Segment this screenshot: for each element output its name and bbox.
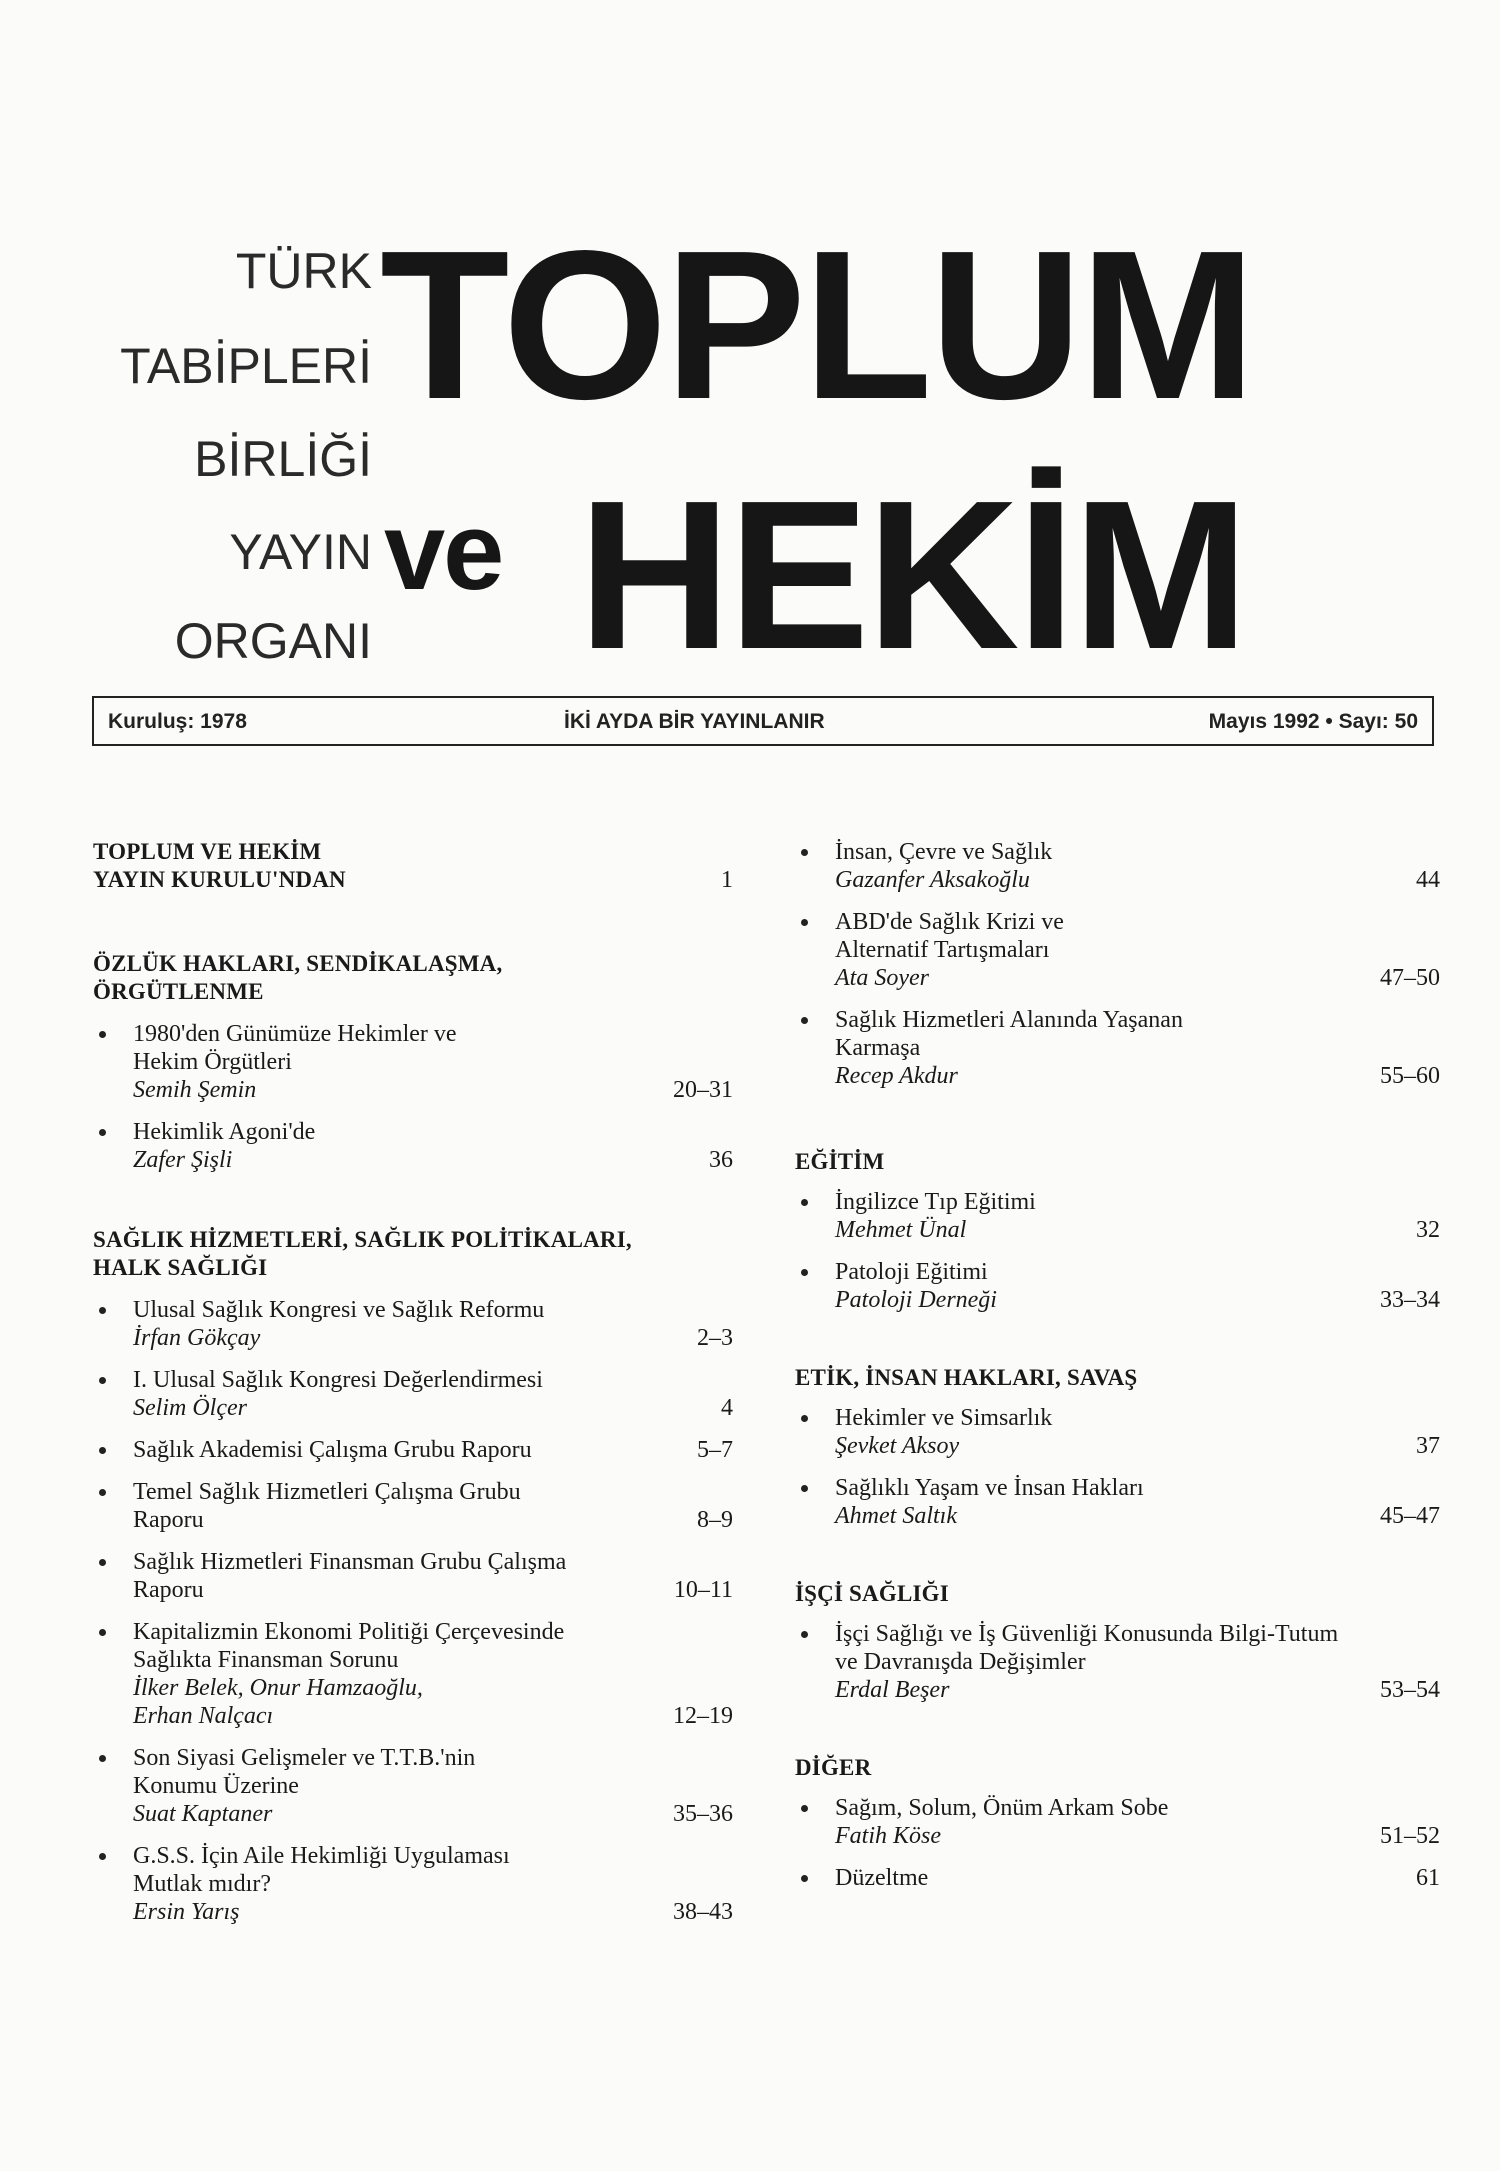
article-title: Raporu xyxy=(133,1507,204,1533)
section-heading: DİĞER xyxy=(795,1755,872,1780)
section-egitim xyxy=(795,1148,1440,1314)
article-author: Ersin Yarış xyxy=(133,1899,240,1925)
list-item xyxy=(93,1744,733,1828)
list-item xyxy=(93,1436,733,1464)
org-line-yayin: YAYIN xyxy=(229,524,372,580)
list-item xyxy=(93,1118,733,1174)
article-title: Ulusal Sağlık Kongresi ve Sağlık Reformu xyxy=(133,1297,545,1323)
article-title: Hekimlik Agoni'de xyxy=(133,1119,316,1145)
article-title: Sağlıklı Yaşam ve İnsan Hakları xyxy=(835,1475,1144,1501)
list-item xyxy=(795,1258,1440,1314)
section-heading: TOPLUM VE HEKİM xyxy=(93,839,322,864)
list-item xyxy=(93,1366,733,1422)
masthead xyxy=(0,0,1500,700)
article-title: İnsan, Çevre ve Sağlık xyxy=(835,839,1053,865)
section-saglik-hizmetleri xyxy=(93,1226,733,1926)
list-item xyxy=(795,1794,1440,1850)
section-etik xyxy=(795,1364,1440,1530)
article-author: Recep Akdur xyxy=(835,1063,958,1089)
page-number: 55–60 xyxy=(1380,1063,1440,1089)
info-bar xyxy=(92,696,1434,746)
page-number: 37 xyxy=(1416,1433,1440,1459)
page-number: 38–43 xyxy=(673,1899,733,1925)
list-item xyxy=(795,1620,1440,1704)
page-number: 61 xyxy=(1416,1865,1440,1891)
article-author: Ahmet Saltık xyxy=(835,1503,957,1529)
issue-label: Mayıs 1992 • Sayı: 50 xyxy=(1208,710,1418,733)
page-number: 36 xyxy=(709,1147,733,1173)
section-heading: EĞİTİM xyxy=(795,1149,885,1174)
list-item xyxy=(93,1618,733,1730)
article-author: Fatih Köse xyxy=(835,1823,941,1849)
article-author: Erdal Beşer xyxy=(835,1677,950,1703)
section-heading: HALK SAĞLIĞI xyxy=(93,1255,268,1280)
page-number: 4 xyxy=(721,1395,733,1421)
page-number: 2–3 xyxy=(697,1325,733,1351)
article-author: Şevket Aksoy xyxy=(835,1433,960,1459)
article-title: Hekimler ve Simsarlık xyxy=(835,1405,1053,1431)
section-heading: ÖZLÜK HAKLARI, SENDİKALAŞMA, xyxy=(93,951,503,976)
article-title: Konumu Üzerine xyxy=(133,1773,299,1799)
section-heading: YAYIN KURULU'NDAN xyxy=(93,867,346,892)
article-title: Raporu xyxy=(133,1577,204,1603)
page-number: 12–19 xyxy=(673,1703,733,1729)
article-title: Alternatif Tartışmaları xyxy=(835,937,1050,963)
article-title: G.S.S. İçin Aile Hekimliği Uygulaması xyxy=(133,1843,510,1869)
page-number: 33–34 xyxy=(1380,1287,1440,1313)
section-heading: ÖRGÜTLENME xyxy=(93,979,264,1004)
page-number: 10–11 xyxy=(673,1577,733,1603)
page-number: 53–54 xyxy=(1380,1677,1440,1703)
article-author: Selim Ölçer xyxy=(133,1395,247,1421)
article-title: Mutlak mıdır? xyxy=(133,1871,271,1897)
list-item xyxy=(795,1188,1440,1244)
article-title: Sağlık Hizmetleri Finansman Grubu Çalışma xyxy=(133,1549,567,1575)
article-author: Zafer Şişli xyxy=(133,1147,233,1173)
article-title: ABD'de Sağlık Krizi ve xyxy=(835,909,1064,935)
page-number: 47–50 xyxy=(1380,965,1440,991)
article-title: ve Davranışda Değişimler xyxy=(835,1649,1086,1675)
page-number: 45–47 xyxy=(1380,1503,1440,1529)
article-title: I. Ulusal Sağlık Kongresi Değerlendirmesi xyxy=(133,1367,543,1393)
org-line-turk: TÜRK xyxy=(235,243,372,299)
frequency-label: İKİ AYDA BİR YAYINLANIR xyxy=(564,710,825,733)
list-item xyxy=(795,1006,1440,1090)
list-item xyxy=(795,1864,1440,1892)
founded-label: Kuruluş: 1978 xyxy=(108,710,247,733)
page-number: 32 xyxy=(1416,1217,1440,1243)
page-number: 44 xyxy=(1416,867,1440,893)
page-number: 20–31 xyxy=(673,1077,733,1103)
page-number: 5–7 xyxy=(697,1437,733,1463)
article-title: 1980'den Günümüze Hekimler ve xyxy=(133,1021,457,1047)
contents-right-column xyxy=(795,838,1440,1892)
org-line-birligi: BİRLİĞİ xyxy=(194,431,372,487)
article-author: İlker Belek, Onur Hamzaoğlu, xyxy=(133,1675,423,1701)
article-author: Ata Soyer xyxy=(835,965,929,991)
journal-title-toplum: TOPLUM xyxy=(380,206,1254,443)
article-title: Hekim Örgütleri xyxy=(133,1049,292,1075)
list-item xyxy=(93,1842,733,1926)
journal-title-hekim: HEKİM xyxy=(578,456,1247,693)
article-title: Karmaşa xyxy=(835,1035,921,1061)
list-item xyxy=(93,1020,733,1104)
article-title: İngilizce Tıp Eğitimi xyxy=(835,1189,1036,1215)
section-ozluk-haklari xyxy=(93,950,733,1174)
org-line-tabipleri: TABİPLERİ xyxy=(120,338,372,394)
list-item xyxy=(795,908,1440,992)
page-number: 35–36 xyxy=(673,1801,733,1827)
article-title: Sağlık Hizmetleri Alanında Yaşanan xyxy=(835,1007,1183,1033)
section-heading: SAĞLIK HİZMETLERİ, SAĞLIK POLİTİKALARI, xyxy=(93,1227,632,1252)
article-title: Kapitalizmin Ekonomi Politiği Çerçevesinde xyxy=(133,1619,565,1645)
section-heading: İŞÇİ SAĞLIĞI xyxy=(795,1581,949,1606)
page-number: 51–52 xyxy=(1380,1823,1440,1849)
section-untitled xyxy=(795,838,1440,1090)
article-author: Suat Kaptaner xyxy=(133,1801,273,1827)
list-item xyxy=(93,1548,733,1604)
article-title: Sağım, Solum, Önüm Arkam Sobe xyxy=(835,1795,1169,1821)
article-title: Patoloji Eğitimi xyxy=(835,1259,988,1285)
article-author: Erhan Nalçacı xyxy=(133,1703,274,1729)
org-line-organi: ORGANI xyxy=(174,613,372,669)
article-author: Gazanfer Aksakoğlu xyxy=(835,867,1030,893)
section-isci-sagligi xyxy=(795,1580,1440,1704)
page-number: 1 xyxy=(721,867,733,893)
list-item xyxy=(93,1478,733,1534)
page-number: 8–9 xyxy=(697,1507,733,1533)
list-item xyxy=(795,838,1440,894)
list-item xyxy=(795,1404,1440,1460)
article-title: Temel Sağlık Hizmetleri Çalışma Grubu xyxy=(133,1479,521,1505)
article-author: Patoloji Derneği xyxy=(835,1287,997,1313)
section-yayin-kurulu xyxy=(93,838,733,894)
list-item xyxy=(795,1474,1440,1530)
journal-title-ve: ve xyxy=(384,490,503,613)
article-author: İrfan Gökçay xyxy=(133,1325,261,1351)
article-title: Son Siyasi Gelişmeler ve T.T.B.'nin xyxy=(133,1745,476,1771)
article-title: Sağlıkta Finansman Sorunu xyxy=(133,1647,399,1673)
article-title: İşçi Sağlığı ve İş Güvenliği Konusunda Bilgi-Tutum xyxy=(835,1621,1339,1647)
article-title: Sağlık Akademisi Çalışma Grubu Raporu xyxy=(133,1437,532,1463)
article-author: Semih Şemin xyxy=(133,1077,257,1103)
list-item xyxy=(93,1296,733,1352)
article-title: Düzeltme xyxy=(835,1865,929,1891)
article-author: Mehmet Ünal xyxy=(835,1217,967,1243)
contents-left-column xyxy=(93,838,733,1926)
section-diger xyxy=(795,1754,1440,1892)
section-heading: ETİK, İNSAN HAKLARI, SAVAŞ xyxy=(795,1365,1138,1390)
